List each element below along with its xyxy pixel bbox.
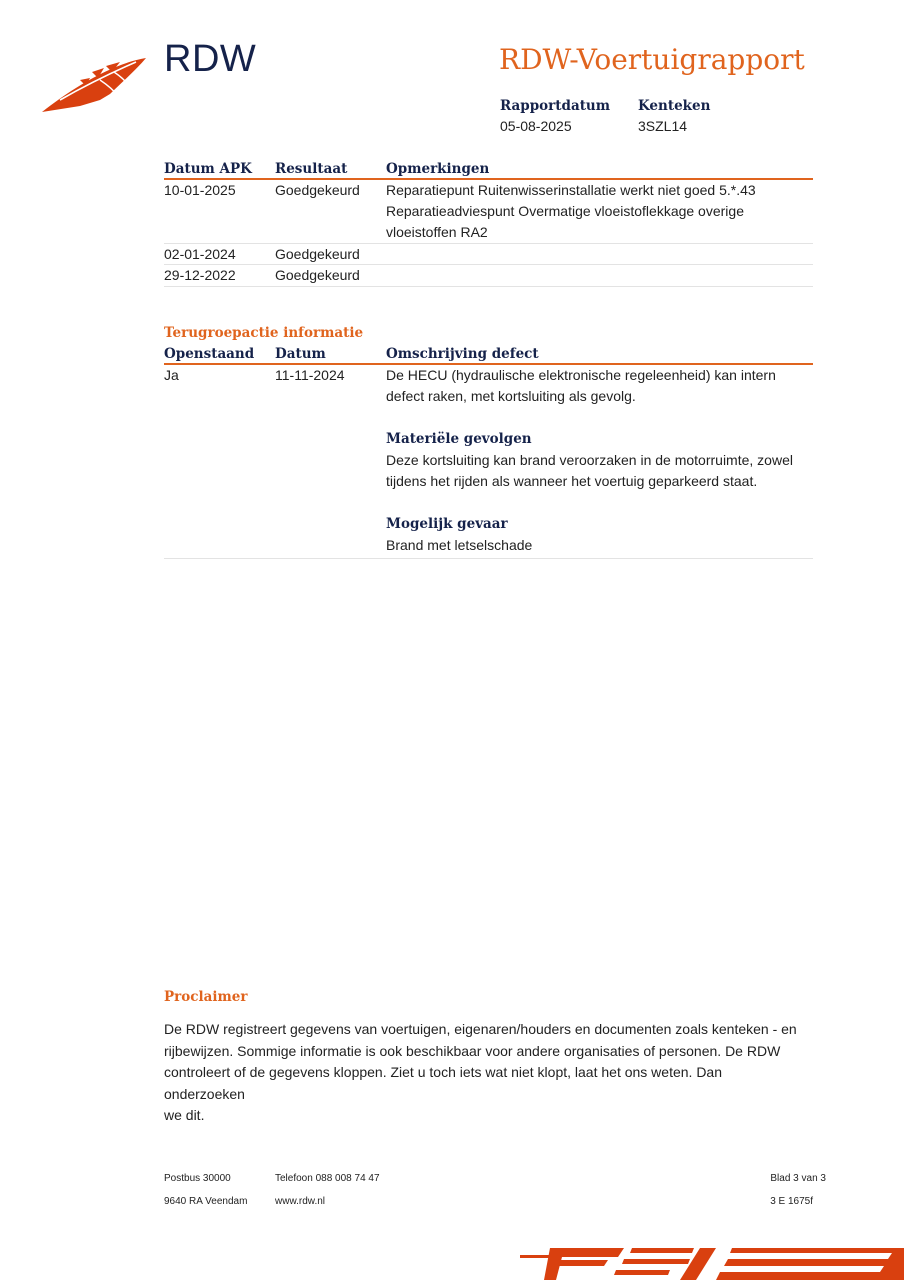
table-row [164, 180, 813, 244]
description-line: De HECU (hydraulische elektronische regeleenheid) kan intern [386, 367, 776, 383]
column-header-defect: Omschrijving defect [386, 346, 539, 362]
report-title: RDW-Voertuigrapport [499, 43, 805, 76]
footer-code: 3 E 1675f [770, 1196, 813, 1207]
apk-result: Goedgekeurd [275, 246, 360, 262]
footer-postbus: Postbus 30000 [164, 1173, 231, 1184]
danger-text: Brand met letselschade [386, 537, 533, 553]
table-row [164, 265, 813, 287]
remark-line: vloeistoffen RA2 [386, 224, 488, 240]
apk-date: 29-12-2022 [164, 267, 236, 283]
remark-line: Reparatieadviespunt Overmatige vloeistoflekkage overige [386, 203, 744, 219]
apk-remarks [386, 180, 813, 243]
recall-table-header [164, 343, 813, 365]
report-date-label: Rapportdatum [500, 98, 611, 114]
consequences-heading: Materiële gevolgen [386, 431, 532, 447]
apk-table [164, 158, 813, 287]
logo-text: RDW [164, 38, 257, 80]
apk-result: Goedgekeurd [275, 267, 360, 283]
column-header-date: Datum [275, 346, 326, 362]
rdw-logo-icon [40, 50, 150, 116]
license-plate-value: 3SZL14 [638, 118, 688, 134]
recall-section [164, 323, 813, 559]
column-header-result: Resultaat [275, 161, 348, 177]
table-row [164, 365, 813, 559]
proclaimer-line: De RDW registreert gegevens van voertuigen, eigenaren/houders en documenten zoals kenteken - en [164, 1021, 797, 1037]
proclaimer-line: rijbewijzen. Sommige informatie is ook beschikbaar voor andere organisaties of personen. De RDW [164, 1042, 781, 1059]
report-date-value: 05-08-2025 [500, 118, 572, 134]
proclaimer-line: we dit. [164, 1107, 205, 1123]
consequences-line: Deze kortsluiting kan brand veroorzaken in de motorruimte, zowel [386, 452, 793, 468]
footer-address: 9640 RA Veendam [164, 1196, 248, 1207]
license-plate-block [638, 97, 710, 137]
table-row [164, 244, 813, 265]
recall-title: Terugroepactie informatie [164, 325, 364, 341]
apk-result: Goedgekeurd [275, 182, 360, 198]
recall-open: Ja [164, 367, 179, 383]
speed-stripes-icon [520, 1244, 904, 1280]
consequences-line: tijdens het rijden als wanneer het voertuig geparkeerd staat. [386, 473, 758, 489]
column-header-open: Openstaand [164, 346, 255, 362]
footer-phone: Telefoon 088 008 74 47 [275, 1173, 380, 1184]
recall-description [386, 365, 813, 556]
footer-website[interactable]: www.rdw.nl [275, 1196, 326, 1207]
danger-heading: Mogelijk gevaar [386, 516, 508, 532]
report-date-block [500, 97, 610, 137]
description-line: defect raken, met kortsluiting als gevolg. [386, 388, 636, 404]
footer-page-number: Blad 3 van 3 [770, 1173, 826, 1184]
remark-line: Reparatiepunt Ruitenwisserinstallatie werkt niet goed 5.*.43 [386, 182, 756, 198]
column-header-remarks: Opmerkingen [386, 161, 490, 177]
license-plate-label: Kenteken [638, 98, 711, 114]
apk-date: 10-01-2025 [164, 182, 236, 198]
apk-table-header [164, 158, 813, 180]
proclaimer-line: controleert of de gegevens kloppen. Ziet u toch iets wat niet klopt, laat het ons weten. Dan onderzoeken [164, 1064, 723, 1102]
proclaimer-section [164, 989, 813, 1127]
proclaimer-text [164, 1019, 804, 1127]
column-header-date-apk: Datum APK [164, 161, 252, 177]
proclaimer-title: Proclaimer [164, 989, 248, 1005]
recall-date: 11-11-2024 [275, 367, 345, 383]
apk-date: 02-01-2024 [164, 246, 236, 262]
